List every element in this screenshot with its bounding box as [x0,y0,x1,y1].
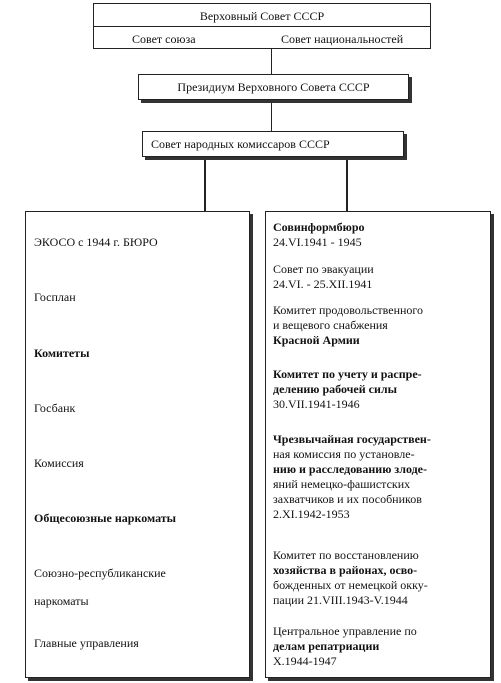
right-item-line: 24.VI. - 25.XII.1941 [273,277,373,291]
right-item-line: Комитет по восстановлению [273,548,419,562]
right-item-line: Совинформбюро [273,220,365,234]
right-item-supply-committee [273,303,485,348]
right-item-line: Центральное управление по [273,624,417,638]
presidium-box [138,74,409,100]
right-item-repatriation-directorate [273,624,485,669]
left-item-committees: Комитеты [34,346,90,360]
right-item-line: пации 21.VIII.1943-V.1944 [273,593,408,607]
connector-sovnarkom-to-right [346,157,348,211]
right-item-line: Комитет продовольственного [273,303,424,317]
right-item-labor-committee [273,367,485,412]
supreme-soviet-divider [94,26,430,27]
right-item-line: хозяйства в районах, осво- [273,563,418,577]
right-item-extraordinary-commission [273,432,485,522]
right-item-line: божденных от немецкой окку- [273,578,428,592]
right-item-line: и вещевого снабжения [273,318,388,332]
right-item-line: Совет по эвакуации [273,262,374,276]
right-item-evacuation-council [273,262,485,292]
right-item-restoration-committee [273,548,485,608]
council-of-union-label: Совет союза [132,32,196,46]
sovnarkom-label: Совет народных комиссаров СССР [151,137,330,151]
left-item-gosbank: Госбанк [34,401,76,415]
right-item-line: нию и расследованию злоде- [273,462,427,476]
right-item-sovinformburo [273,220,485,250]
supreme-soviet-box [93,3,431,49]
right-item-line: делению рабочей силы [273,382,398,396]
left-item-union-republican: Союзно-республиканские [34,566,166,580]
right-item-line: 30.VII.1941-1946 [273,397,360,411]
left-item-commission: Комиссия [34,456,84,470]
right-item-line: Комитет по учету и распре- [273,367,422,381]
left-column-box [25,211,250,678]
presidium-label: Президиум Верховного Совета СССР [177,80,370,94]
right-item-line: Красной Армии [273,333,360,347]
connector-presidium-to-sovnarkom [271,100,272,131]
supreme-soviet-title: Верховный Совет СССР [199,9,325,23]
right-item-line: X.1944-1947 [273,654,337,668]
left-item-gosplan: Госплан [34,290,76,304]
right-item-line: захватчиков и их пособников [273,492,422,506]
right-item-line: 24.VI.1941 - 1945 [273,235,362,249]
left-item-all-union-commissariats: Общесоюзные наркоматы [34,511,177,525]
council-of-nationalities-label: Совет национальностей [281,32,404,46]
sovnarkom-box [142,131,404,157]
connector-sovnarkom-to-left [204,157,206,211]
left-item-ekoso: ЭКОСО с 1944 г. БЮРО [34,235,158,249]
right-item-line: делам репатриации [273,639,380,653]
right-item-line: 2.XI.1942-1953 [273,507,350,521]
right-item-line: яний немецко-фашистских [273,477,411,491]
right-column-box [265,211,491,678]
left-item-main-directorates: Главные управления [34,636,139,650]
left-item-commissariats: наркоматы [34,594,89,608]
right-item-line: Чрезвычайная государствен- [273,432,431,446]
right-item-line: ная комиссия по установле- [273,447,415,461]
